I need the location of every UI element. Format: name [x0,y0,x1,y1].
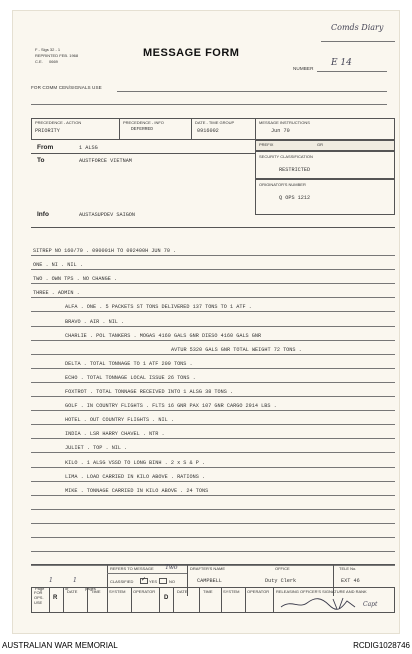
precedence-divider-3 [255,118,256,140]
reprint-note: REPRINTED FEB. 1968 [35,53,79,58]
security-classification-value: RESTRICTED [279,167,311,173]
pages-label: pages [85,586,96,591]
office-label: OFFICE [275,566,290,571]
prefix-box [255,140,395,151]
message-body-line: MIKE . TONNAGE CARRIED IN KILO ABOVE . 24 TONS [65,487,209,494]
r-operator-label: OPERATOR [133,589,156,594]
form-code: F - Sigs 32 - 1 [35,47,61,52]
ops-divider-d [107,587,108,613]
classified-yes-check-mark: ✓ [141,577,147,583]
address-section-bottom [31,227,395,228]
message-body-line: HOTEL . OUT COUNTRY FLIGHTS . NIL . [65,417,174,424]
prefix-label: PREFIX [259,142,274,147]
comm-cen-line-2 [31,104,387,105]
dtg-label: DATE - TIME GROUP [195,120,235,125]
r-time-label: TIME [91,589,101,594]
ruled-line [31,509,395,510]
ruled-line [31,311,395,312]
page-of-label: of [65,586,69,591]
ops-divider-g [173,587,174,613]
r-system-label: SYSTEM [109,589,126,594]
message-body-line: THREE . ADMIN . [33,290,80,297]
from-value: 1 ALSG [79,145,98,151]
precedence-info-label: PRECEDENCE - INFO [123,120,164,125]
ruled-line [31,283,395,284]
ruled-line [31,354,395,355]
bottom-block-top [31,564,395,565]
ref-code-2: 0669 [49,59,58,64]
ruled-line [31,495,395,496]
comm-cen-line-1 [117,91,387,92]
from-label: From [37,144,54,151]
page-number: 1 [49,577,53,584]
message-instructions-label: MESSAGE INSTRUCTIONS [259,120,310,125]
releasing-officer-rank: Capt [363,601,378,608]
footer-record-id: RCDIG1028746 [353,641,410,650]
gr-label: GR [317,142,323,147]
ops-divider-e [131,587,132,613]
ruled-line [31,481,395,482]
r-date-label: DATE [67,589,78,594]
precedence-info-value: DEFERRED [131,127,154,132]
ops-divider-j [245,587,246,613]
info-label: Info [37,211,49,218]
refers-underline [107,573,187,574]
ruled-line [31,255,395,256]
message-body-line: FOXTROT . TOTAL TONNAGE RECEIVED INTO 1 ALSG 38 TONS . [65,389,234,395]
corner-underline [321,41,395,42]
d-label: D [164,595,169,601]
classified-label: CLASSIFIED [110,579,134,584]
ruled-line [31,438,395,439]
ruled-line [31,424,395,425]
number-line [317,71,387,72]
ops-divider-k [273,587,274,613]
d-operator-label: OPERATOR [247,589,270,594]
dtg-value: 0916002 [197,128,219,134]
message-body-line: LIMA . LOAD CARRIED IN KILO ABOVE . RATIONS . [65,473,206,480]
message-body-line: AVTUR 5320 GALS GNR TOTAL WEIGHT 72 TONS . [171,346,302,353]
ops-divider-h [199,587,200,613]
ref-code-1: C.E. [35,59,43,64]
ruled-line [31,297,395,298]
precedence-divider-1 [119,118,120,140]
message-body [31,233,395,563]
ruled-line [31,467,395,468]
message-body-line: CHARLIE . POL TANKERS . MOGAS 4160 GALS GNR DIESO 4160 GALS GNR [65,332,262,339]
comm-cen-label: FOR COMM CEN/SIGNALS USE [31,85,102,90]
precedence-action-label: PRECEDENCE - ACTION [35,120,82,125]
precedence-action-value: PRIORITY [35,128,60,134]
for-ops-use-label: FOR OPS. USE [34,590,44,605]
ruled-line [31,326,395,327]
d-time-label: TIME [203,589,213,594]
from-underline [31,153,255,154]
classified-yes-label: YES [149,579,158,584]
ruled-line [31,551,395,552]
message-number: E 14 [331,58,352,68]
to-label: To [37,157,45,164]
message-body-line: ONE . NI . NIL . [33,262,83,269]
precedence-divider-2 [191,118,192,140]
message-body-line: BRAVO . AIR . NIL . [65,318,125,325]
message-body-line: SITREP NO 160/70 . 090001H TO 092400H JUN 70 . [33,248,177,254]
originator-number-value: Q OPS 1212 [279,195,311,201]
d-date-label: DATE [177,589,188,594]
ops-divider-f [159,587,160,613]
message-body-line: TWO . OWN TPS . NO CHANGE . [33,276,118,283]
ops-divider-i [221,587,222,613]
message-body-line: ALFA . ONE . 5 PACKETS ST TONS DELIVERED 137 TONS TO 1 ATF . [65,304,252,311]
ops-divider-c [87,587,88,613]
message-body-line: GOLF . IN COUNTRY FLIGHTS . FLTS 16 GNR PAX 107 GNR CARGO 2914 LBS . [65,403,277,410]
ops-divider-b [63,587,64,613]
message-body-line: INDIA . LSR HARRY CHAVEL . NTR . [65,431,165,438]
handwritten-corner-note: Comds Diary [331,23,384,32]
ruled-line [31,452,395,453]
tele-value: EXT 46 [341,578,360,584]
message-body-line: KILO . 1 ALSG VSSD TO LONG BINH . 2 x S & P . [65,459,206,466]
archive-footer [0,638,412,654]
office-value: Duty Clerk [265,578,297,584]
info-value: AUSTASUPDEV SAIGON [79,212,136,218]
refers-to-value: Two [165,564,178,571]
refers-to-label: REFERS TO MESSAGE [110,566,154,571]
ruled-line [31,523,395,524]
originator-number-label: ORIGINATOR'S NUMBER [259,182,306,187]
releasing-officer-label: RELEASING OFFICER'S SIGNATURE AND RANK [276,589,367,594]
form-title: MESSAGE FORM [143,47,240,59]
ruled-line [31,340,395,341]
ruled-line [31,382,395,383]
ops-divider-a [49,587,50,613]
r-label: R [53,595,58,601]
message-form-sheet [12,10,400,634]
message-body-line: ECHO . TOTAL TONNAGE LOCAL ISSUE 26 TONS . [65,374,196,381]
page-total: 1 [73,577,77,584]
footer-institution: AUSTRALIAN WAR MEMORIAL [2,641,118,650]
drafter-name-value: CAMPBELL [197,578,222,584]
number-label: NUMBER [293,66,314,71]
ruled-line [31,368,395,369]
ruled-line [31,396,395,397]
ruled-line [31,269,395,270]
message-body-line: DELTA . TOTAL TONNAGE TO 1 ATF 209 TONS . [65,360,193,367]
ruled-line [31,537,395,538]
d-system-label: SYSTEM [223,589,240,594]
classified-no-label: NO [169,579,175,584]
drafter-name-label: DRAFTER'S NAME [190,566,225,571]
to-value: AUSTFORCE VIETNAM [79,158,132,164]
message-body-line: JULIET . TOP . NIL . [65,445,128,452]
classified-no-checkbox[interactable] [159,578,167,584]
page-label: Page [35,586,45,591]
message-instructions-value: Jun 70 [271,128,290,134]
security-classification-label: SECURITY CLASSIFICATION [259,154,313,159]
tele-label: TELE No. [339,566,357,571]
ruled-line [31,410,395,411]
